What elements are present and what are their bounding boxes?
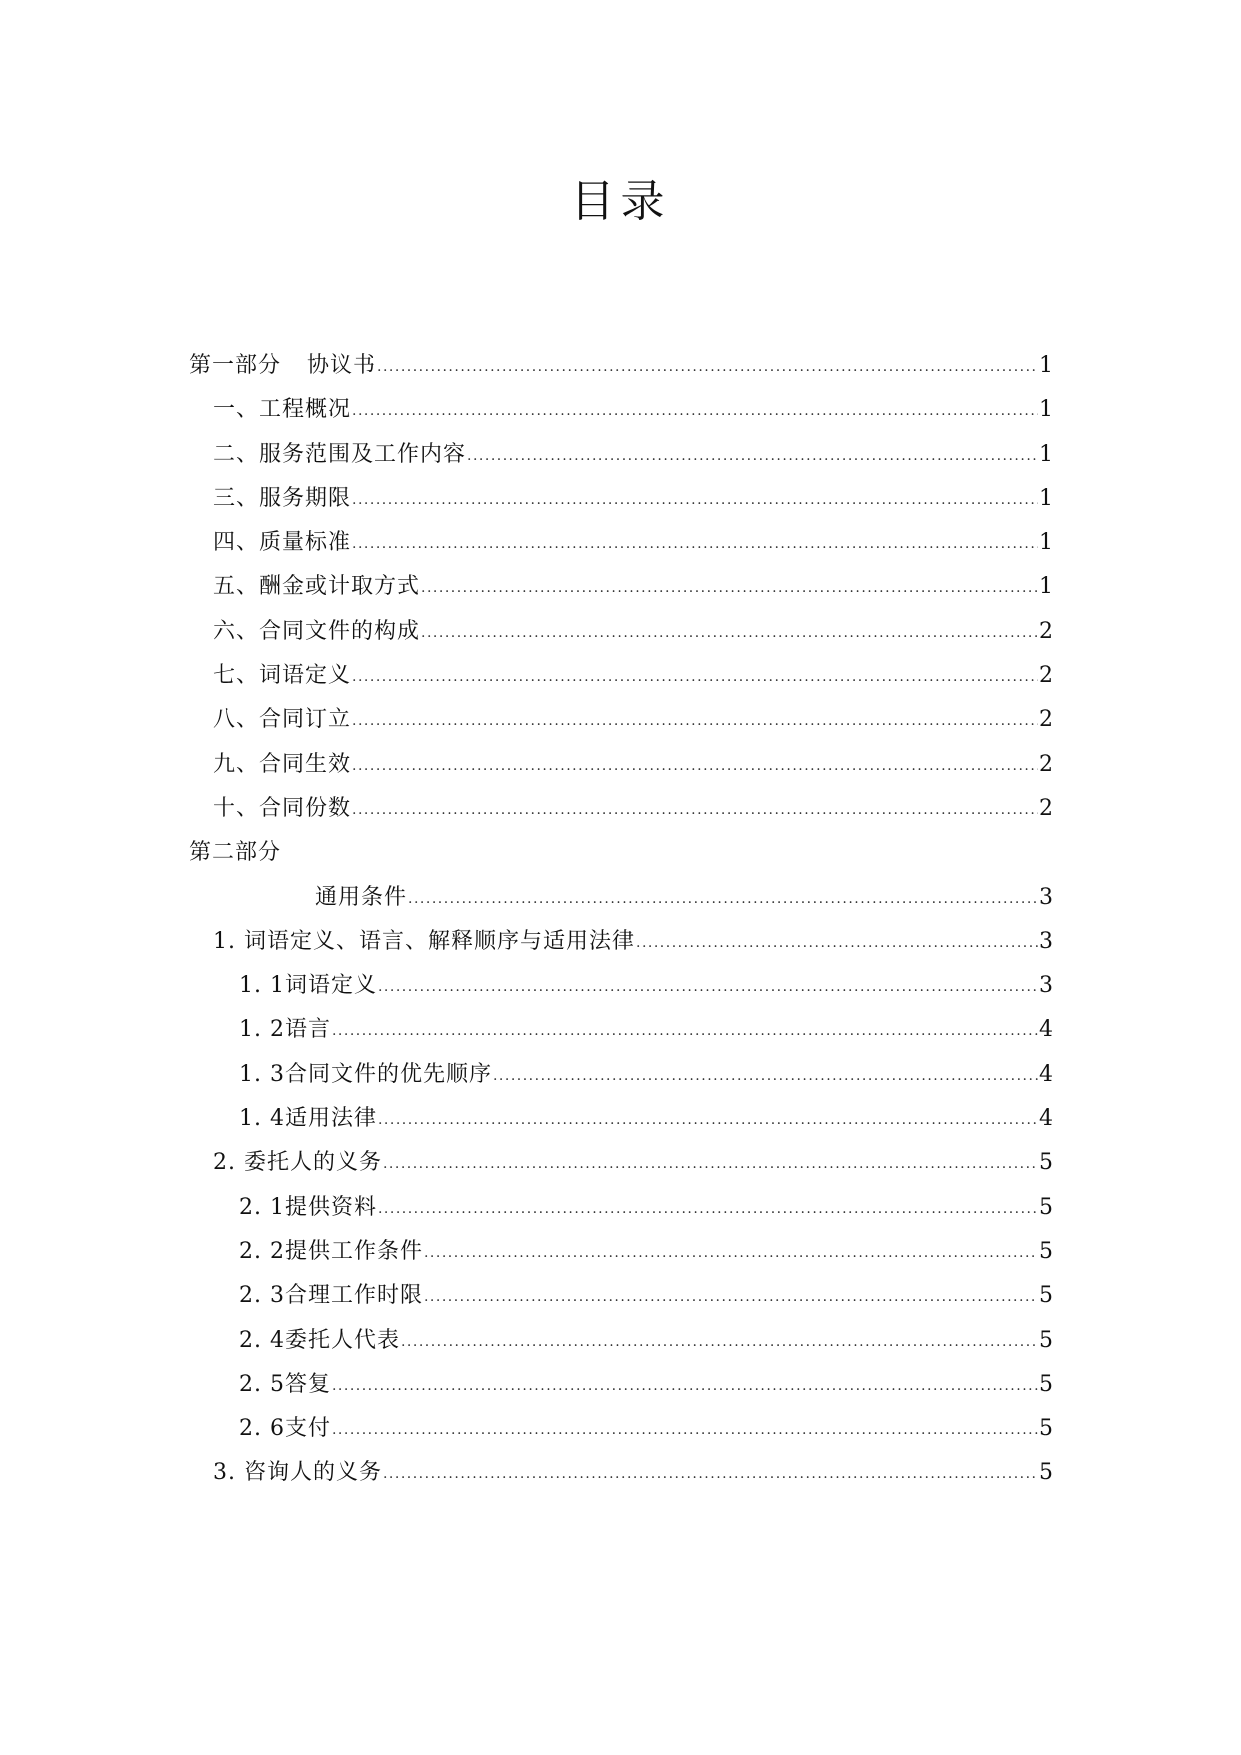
toc-entry-title: 六、合同文件的构成: [213, 618, 421, 644]
toc-entry-label: [315, 876, 407, 920]
toc-entry-title: 通用条件: [315, 884, 408, 910]
toc-leader-dots: [421, 611, 1038, 655]
toc-entry-title: 第二部分: [189, 840, 282, 866]
toc-leader-dots: [421, 566, 1038, 610]
toc-page-number: 1: [1039, 574, 1053, 600]
toc-page-number: 5: [1039, 1416, 1053, 1442]
toc-entry[interactable]: [189, 1451, 1053, 1495]
toc-entry[interactable]: [189, 521, 1053, 565]
toc-page-number: 5: [1039, 1283, 1053, 1309]
toc-entry-label: [213, 388, 351, 432]
toc-entry-label: [239, 1319, 400, 1363]
toc-entry-label: [189, 344, 376, 388]
toc-entry-label: [213, 920, 635, 964]
toc-entry[interactable]: [189, 1230, 1053, 1274]
toc-page-number: 5: [1039, 1194, 1053, 1220]
toc-entry-label: [189, 831, 281, 875]
toc-entry-title: 十、合同份数: [213, 795, 352, 821]
toc-entry[interactable]: [189, 1363, 1053, 1407]
toc-leader-dots: [332, 1364, 1038, 1408]
toc-page-number: 2: [1039, 707, 1053, 733]
toc-entry-label: [239, 1008, 331, 1052]
toc-page-number: 4: [1039, 1017, 1053, 1043]
toc-entry-title: 2. 6支付: [239, 1416, 331, 1442]
toc-entry-label: [213, 565, 420, 609]
toc-leader-dots: [378, 1187, 1038, 1231]
toc-page-number: 4: [1039, 1106, 1053, 1132]
toc-entry[interactable]: [189, 1274, 1053, 1318]
toc-entry-title: 2. 4委托人代表: [239, 1327, 400, 1353]
toc-page-number: 3: [1039, 928, 1053, 954]
toc-entry[interactable]: [189, 743, 1053, 787]
toc-entry[interactable]: [189, 477, 1053, 521]
toc-entry-title: 2. 1提供资料: [239, 1194, 377, 1220]
toc-entry-label: [213, 1141, 382, 1185]
toc-entry-title: 2. 2提供工作条件: [239, 1238, 423, 1264]
toc-entry-title: 1. 词语定义、语言、解释顺序与适用法律: [213, 928, 635, 954]
toc-leader-dots: [332, 1408, 1038, 1452]
toc-entry[interactable]: [189, 831, 1053, 875]
toc-entry-title: 八、合同订立: [213, 707, 352, 733]
toc-entry-label: [239, 1363, 331, 1407]
toc-entry[interactable]: [189, 388, 1053, 432]
toc-entry-title: 九、合同生效: [213, 751, 352, 777]
toc-entry-subtitle: 协议书: [307, 353, 377, 378]
toc-entry[interactable]: [189, 920, 1053, 964]
toc-entry-title: 二、服务范围及工作内容: [213, 441, 467, 467]
toc-entry-title: 1. 3合同文件的优先顺序: [239, 1061, 492, 1087]
toc-leader-dots: [352, 744, 1038, 788]
toc-entry[interactable]: [189, 433, 1053, 477]
toc-page-number: 1: [1039, 397, 1053, 423]
toc-leader-dots: [352, 655, 1038, 699]
toc-entry-label: [213, 787, 351, 831]
toc-page-number: 3: [1039, 973, 1053, 999]
toc-entry[interactable]: [189, 1053, 1053, 1097]
toc-entry-label: [239, 1097, 377, 1141]
toc-entry[interactable]: [189, 1407, 1053, 1451]
toc-entry-label: [213, 743, 351, 787]
toc-page-number: 2: [1039, 751, 1053, 777]
toc-entry[interactable]: [189, 565, 1053, 609]
toc-entry[interactable]: [189, 1319, 1053, 1363]
toc-entry-title: 1. 1词语定义: [239, 973, 377, 999]
toc-entry-title: 1. 2语言: [239, 1017, 331, 1043]
toc-page-number: 1: [1039, 441, 1053, 467]
toc-entry-label: [213, 610, 420, 654]
toc-entry-title: 1. 4适用法律: [239, 1106, 377, 1132]
toc-page-number: 4: [1039, 1061, 1053, 1087]
toc-entry[interactable]: [189, 344, 1053, 388]
toc-entry-label: [239, 1230, 423, 1274]
toc-entry-label: [213, 477, 351, 521]
toc-entry-label: [213, 654, 351, 698]
toc-entry[interactable]: [189, 1141, 1053, 1185]
toc-entry[interactable]: [189, 1186, 1053, 1230]
toc-entry-label: [239, 1186, 377, 1230]
toc-entry[interactable]: [189, 1097, 1053, 1141]
toc-leader-dots: [408, 877, 1038, 921]
toc-entry[interactable]: [189, 787, 1053, 831]
toc-leader-dots: [378, 965, 1038, 1009]
toc-entry-title: 一、工程概况: [213, 397, 352, 423]
toc-entry-title: 四、质量标准: [213, 530, 352, 556]
toc-page-number: 1: [1039, 530, 1053, 556]
toc-page-number: 2: [1039, 618, 1053, 644]
toc-entry-title: 2. 3合理工作时限: [239, 1283, 423, 1309]
toc-entry[interactable]: [189, 876, 1053, 920]
toc-page-number: 3: [1039, 884, 1053, 910]
toc-leader-dots: [424, 1231, 1038, 1275]
toc-entry[interactable]: [189, 610, 1053, 654]
toc-entry-title: 2. 5答复: [239, 1371, 331, 1397]
toc-entry[interactable]: [189, 964, 1053, 1008]
toc-entry[interactable]: [189, 1008, 1053, 1052]
toc-entry-title: 2. 委托人的义务: [213, 1150, 382, 1176]
toc-page-number: 2: [1039, 663, 1053, 689]
toc-entry-label: [239, 964, 377, 1008]
toc-entry-label: [213, 1451, 382, 1495]
toc-page-number: 5: [1039, 1460, 1053, 1486]
toc-page-number: 1: [1039, 485, 1053, 511]
toc-leader-dots: [377, 345, 1038, 389]
toc-entry-label: [213, 521, 351, 565]
toc-entry-title: 三、服务期限: [213, 485, 352, 511]
toc-leader-dots: [401, 1320, 1038, 1364]
toc-entry-title: 七、词语定义: [213, 663, 352, 689]
toc-entry-label: [213, 433, 466, 477]
toc-leader-dots: [493, 1054, 1038, 1098]
toc-entry-label: [239, 1053, 492, 1097]
toc-leader-dots: [383, 1452, 1038, 1496]
toc-leader-dots: [352, 522, 1038, 566]
toc-entry-title: 五、酬金或计取方式: [213, 574, 421, 600]
toc-page-number: 2: [1039, 795, 1053, 821]
toc-entry-label: [239, 1407, 331, 1451]
table-of-contents: [189, 344, 1053, 1496]
toc-leader-dots: [352, 389, 1038, 433]
toc-entry-title: 3. 咨询人的义务: [213, 1460, 382, 1486]
toc-leader-dots: [424, 1275, 1038, 1319]
toc-entry-title: 第一部分: [189, 353, 282, 378]
toc-entry-label: [213, 698, 351, 742]
toc-entry-label: [239, 1274, 423, 1318]
toc-page-number: 5: [1039, 1150, 1053, 1176]
toc-page-number: 5: [1039, 1371, 1053, 1397]
page-title: 目录: [570, 176, 671, 227]
toc-leader-dots: [467, 434, 1038, 478]
toc-leader-dots: [378, 1098, 1038, 1142]
toc-page-number: 5: [1039, 1238, 1053, 1264]
toc-leader-dots: [636, 921, 1038, 965]
toc-leader-dots: [352, 699, 1038, 743]
toc-leader-dots: [352, 788, 1038, 832]
toc-entry[interactable]: [189, 698, 1053, 742]
toc-leader-dots: [332, 1009, 1038, 1053]
toc-page-number: 5: [1039, 1327, 1053, 1353]
toc-leader-dots: [383, 1142, 1038, 1186]
toc-page-number: 1: [1039, 353, 1053, 378]
toc-entry[interactable]: [189, 654, 1053, 698]
toc-leader-dots: [352, 478, 1038, 522]
